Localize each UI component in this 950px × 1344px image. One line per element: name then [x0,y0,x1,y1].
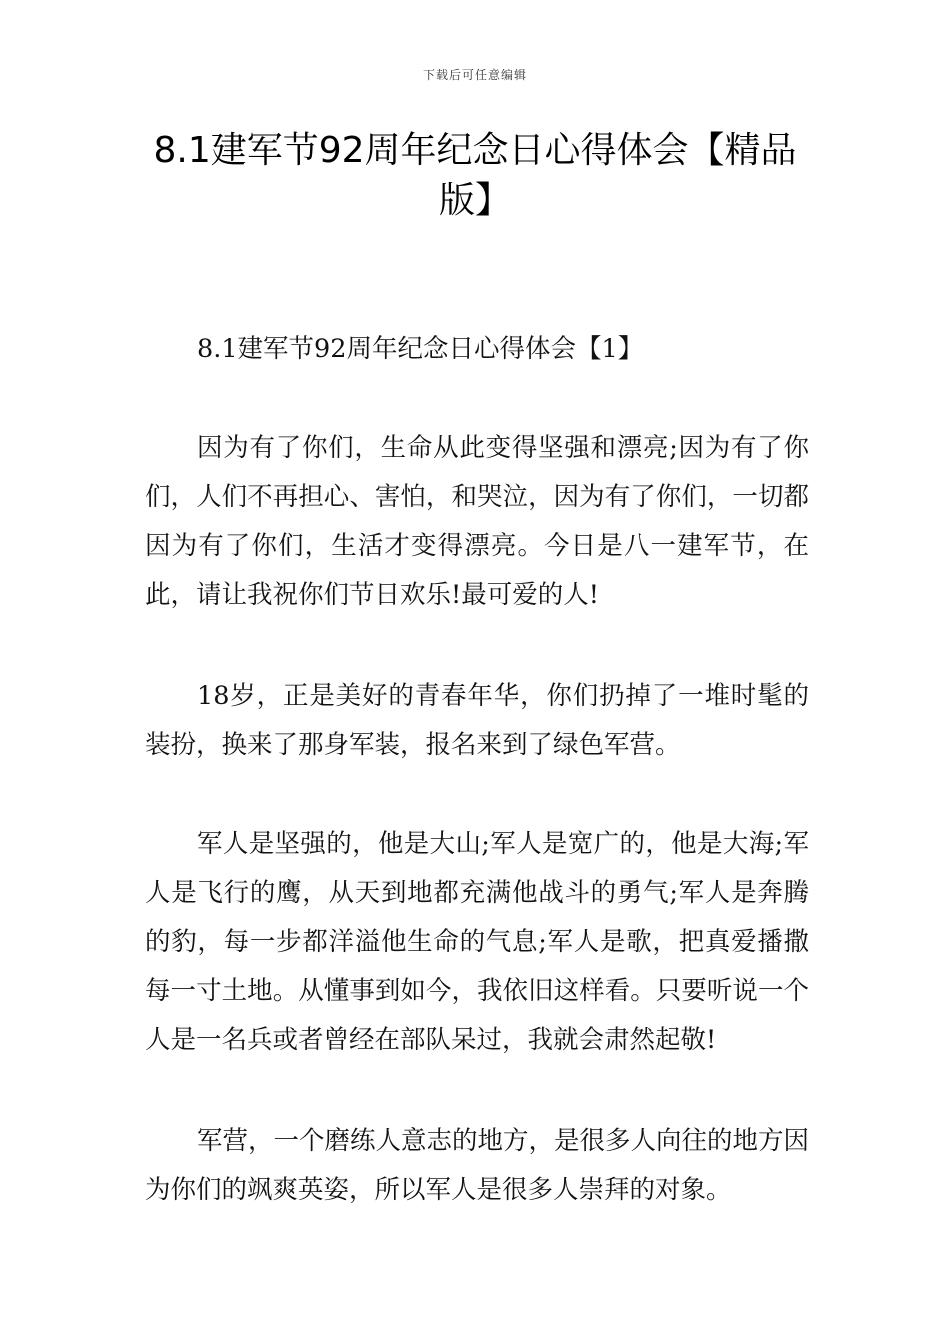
paragraph-3: 军人是坚强的，他是大山;军人是宽广的，他是大海;军人是飞行的鹰，从天到地都充满他战斗的勇气;军人是奔腾的豹，每一步都洋溢他生命的气息;军人是歌，把真爱播撒每一寸土地。从懂事到如今，我依旧这样看。只要听说一个人是一名兵或者曾经在部队呆过，我就会肃然起敬! [145,829,809,1055]
section-heading: 8.1建军节92周年纪念日心得体会【1】 [197,334,644,364]
header-note: 下载后可任意编辑 [422,68,527,82]
paragraph-4: 军营，一个磨练人意志的地方，是很多人向往的地方因为你们的飒爽英姿，所以军人是很多人崇拜的对象。 [145,1126,810,1205]
paragraph-2: 18岁，正是美好的青春年华，你们扔掉了一堆时髦的装扮，换来了那身军装，报名来到了绿色军营。 [145,681,809,760]
document-title: 8.1建军节92周年纪念日心得体会【精品版】 [153,130,797,221]
paragraph-1: 因为有了你们，生命从此变得坚强和漂亮;因为有了你们，人们不再担心、害怕，和哭泣，因为有了你们，一切都因为有了你们，生活才变得漂亮。今日是八一建军节，在此，请让我祝你们节日欢乐!最可爱的人! [145,433,809,610]
